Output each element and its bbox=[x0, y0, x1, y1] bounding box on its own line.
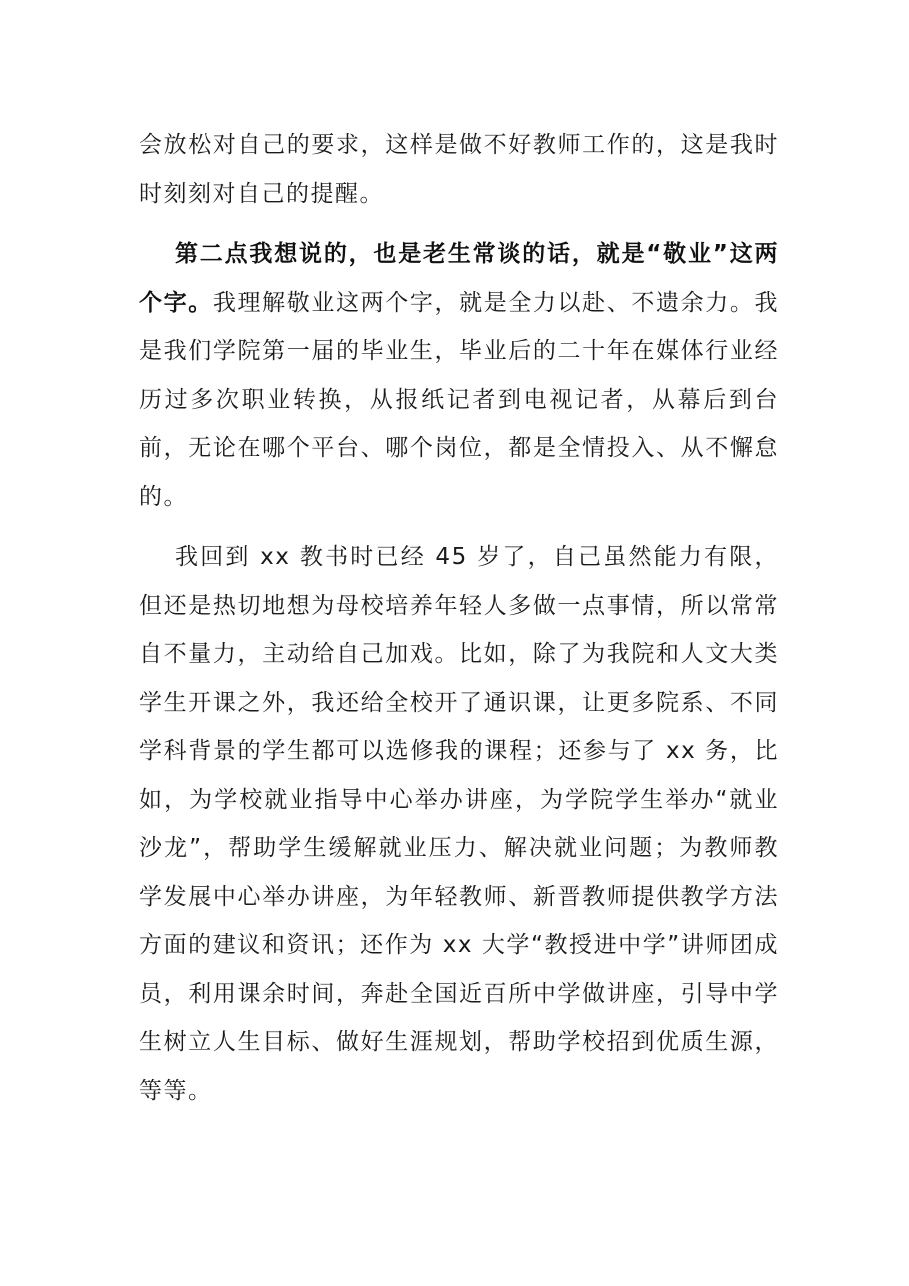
paragraph-dedication bbox=[139, 230, 779, 521]
document-body bbox=[139, 121, 779, 1115]
paragraph-continuation bbox=[139, 121, 779, 218]
paragraph-bold-lead: 第二点我想说的，也是老生常谈的话，就是“敬业”这两个字。 bbox=[139, 241, 779, 316]
paragraph-text: 我理解敬业这两个字，就是全力以赴、不遗余力。我是我们学院第一届的毕业生，毕业后的二十年在媒体行业经历过多次职业转换，从报纸记者到电视记者，从幕后到台前，无论在哪个平台、哪个岗位，都是全情投入、从不懈怠的。 bbox=[139, 289, 780, 510]
paragraph-text: 我回到 xx 教书时已经 45 岁了，自己虽然能力有限，但还是热切地想为母校培养年轻人多做一点事情，所以常常自不量力，主动给自己加戏。比如，除了为我院和人文大类学生开课之外，我还给全校开了通识课，让更多院系、不同学科背景的学生都可以选修我的课程；还参与了 xx 务，比如，为学校就业指导中心举办讲座，为学院学生举办“就业沙龙”，帮助学生缓解就业压力、解决就业问题；为教师教学发展中心举办讲座，为年轻教师、新晋教师提供教学方法方面的建议和资讯；还作为 xx 大学“教授进中学”讲师团成员，利用课余时间，奔赴全国近百所中学做讲座，引导中学生树立人生目标、做好生涯规划，帮助学校招到优质生源，等等。 bbox=[139, 544, 779, 1104]
paragraph-text: 会放松对自己的要求，这样是做不好教师工作的，这是我时时刻刻对自己的提醒。 bbox=[139, 132, 779, 207]
paragraph-contributions bbox=[139, 533, 779, 1115]
